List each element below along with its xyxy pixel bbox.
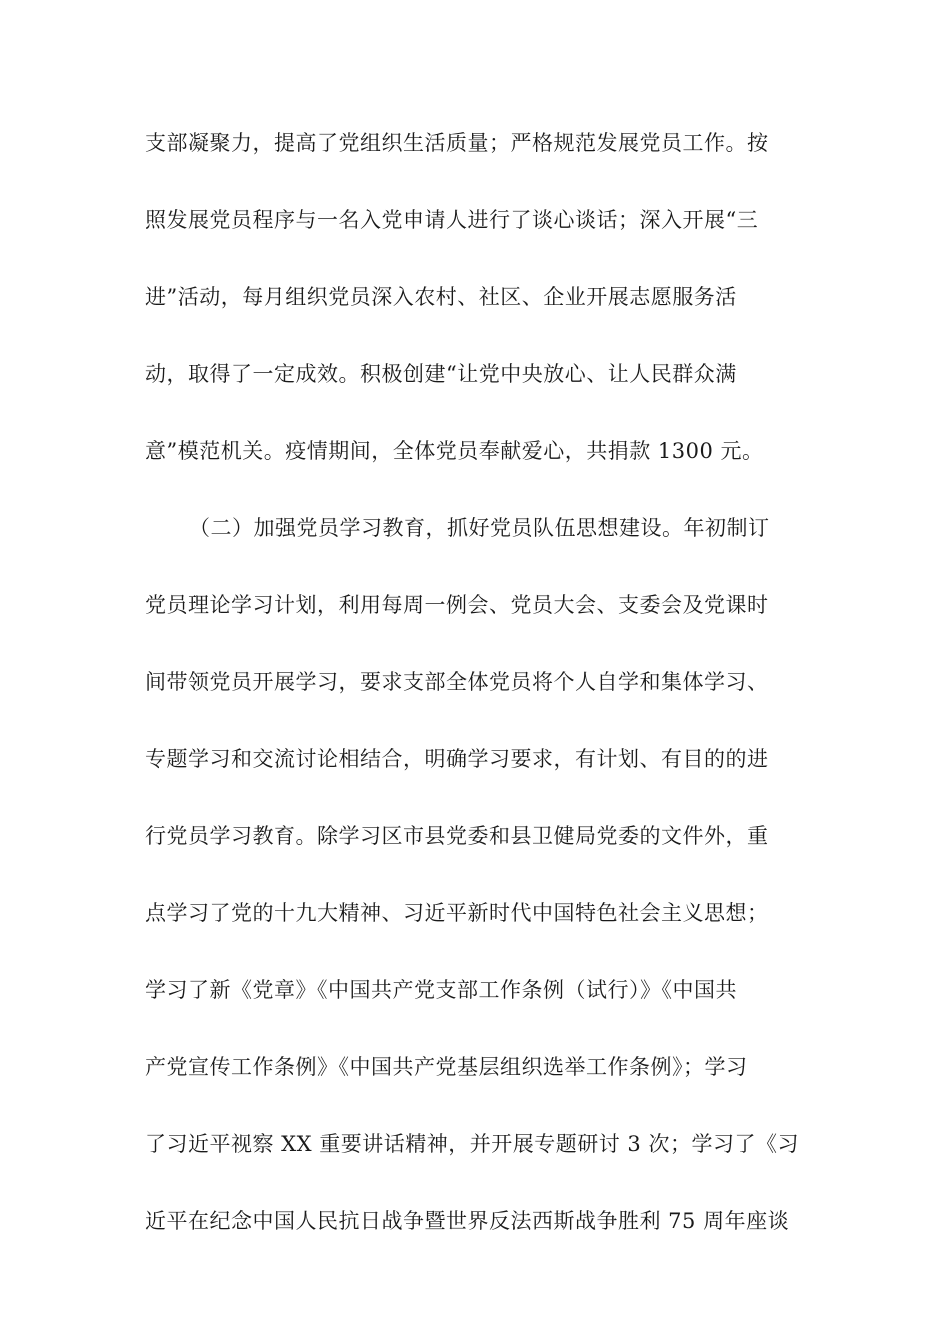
text-line-2: 照发展党员程序与一名入党申请人进行了谈心谈话；深入开展“三	[145, 208, 759, 232]
text-line-8: 间带领党员开展学习，要求支部全体党员将个人自学和集体学习、	[145, 670, 769, 694]
text-line-7: 党员理论学习计划，利用每周一例会、党员大会、支委会及党课时	[145, 593, 769, 617]
text-line-9: 专题学习和交流讨论相结合，明确学习要求，有计划、有目的的进	[145, 747, 769, 771]
text-line-5: 意”模范机关。疫情期间，全体党员奉献爱心，共捐款 1300 元。	[145, 439, 764, 463]
text-line-3: 进”活动，每月组织党员深入农村、社区、企业开展志愿服务活	[145, 285, 737, 309]
text-line-13: 产党宣传工作条例》《中国共产党基层组织选举工作条例》；学习	[145, 1055, 748, 1079]
text-line-6: （二）加强党员学习教育，抓好党员队伍思想建设。年初制订	[189, 516, 770, 540]
text-line-1: 支部凝聚力，提高了党组织生活质量；严格规范发展党员工作。按	[145, 131, 769, 155]
text-line-11: 点学习了党的十九大精神、习近平新时代中国特色社会主义思想；	[145, 901, 769, 925]
text-line-15: 近平在纪念中国人民抗日战争暨世界反法西斯战争胜利 75 周年座谈	[145, 1209, 790, 1233]
text-line-14: 了习近平视察 XX 重要讲话精神，并开展专题研讨 3 次；学习了《习	[145, 1132, 799, 1156]
text-line-10: 行党员学习教育。除学习区市县党委和县卫健局党委的文件外，重	[145, 824, 769, 848]
text-line-4: 动，取得了一定成效。积极创建“让党中央放心、让人民群众满	[145, 362, 737, 386]
text-line-12: 学习了新《党章》《中国共产党支部工作条例（试行）》《中国共	[145, 978, 737, 1002]
